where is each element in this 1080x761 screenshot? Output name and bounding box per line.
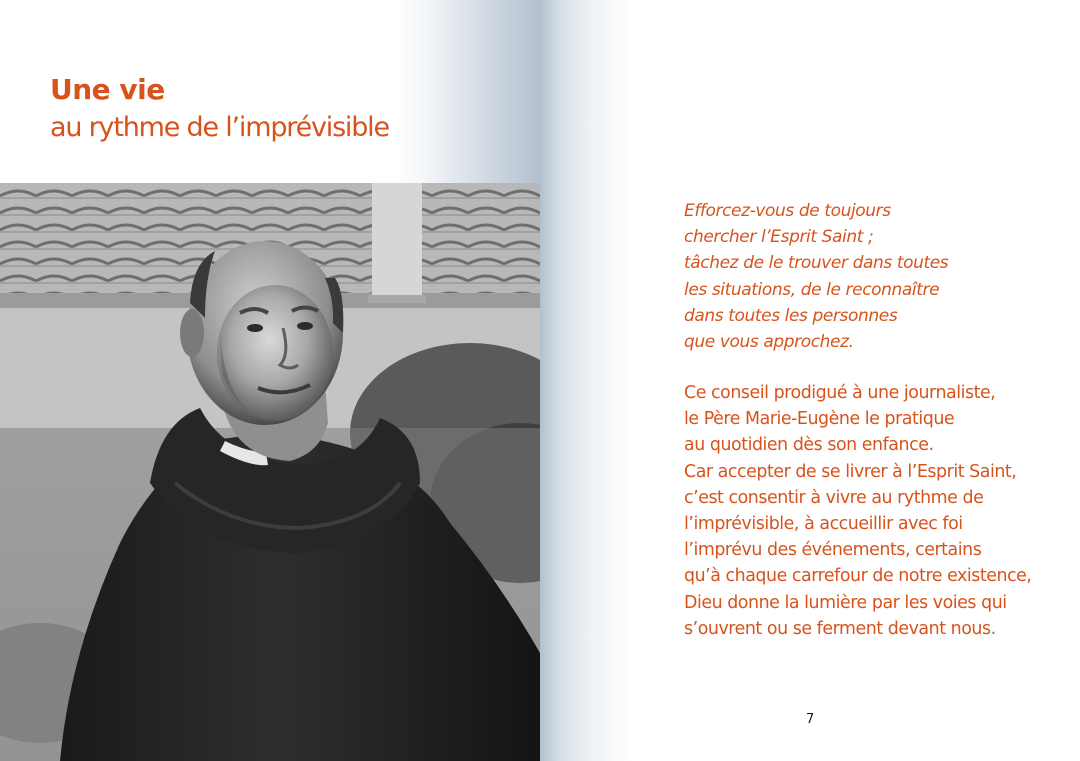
right-page — [540, 0, 1080, 761]
body-line: s’ouvrent ou se ferment devant nous. — [684, 618, 996, 639]
title-line-1: Une vie — [50, 73, 165, 106]
quote-line: chercher l’Esprit Saint ; — [684, 227, 874, 248]
body-line: qu’à chaque carrefour de notre existence, — [684, 566, 1032, 587]
body-line: l’imprévisible, à accueillir avec foi — [684, 514, 963, 535]
body-line: c’est consentir à vivre au rythme de — [684, 487, 984, 508]
portrait-photo — [0, 183, 540, 761]
quote-line: que vous approchez. — [684, 332, 854, 353]
body-line: Car accepter de se livrer à l’Esprit Saint, — [684, 461, 1017, 482]
body-line: l’imprévu des événements, certains — [684, 540, 982, 561]
page-number: 7 — [806, 712, 815, 727]
body-line: Ce conseil prodigué à une journaliste, — [684, 383, 996, 403]
quote-line: tâchez de le trouver dans toutes — [684, 253, 949, 274]
quote-line: dans toutes les personnes — [684, 305, 898, 326]
body-line: au quotidien dès son enfance. — [684, 435, 934, 456]
body-paragraph — [684, 380, 1032, 642]
page-title — [50, 72, 389, 148]
body-line: Dieu donne la lumière par les voies qui — [684, 592, 1007, 613]
title-line-2: au rythme de l’imprévisible — [50, 112, 389, 143]
body-line: le Père Marie-Eugène le pratique — [684, 409, 955, 430]
quote-line: les situations, de le reconnaître — [684, 279, 940, 300]
quote-block — [684, 198, 948, 355]
quote-line: Efforcez-vous de toujours — [684, 201, 891, 221]
